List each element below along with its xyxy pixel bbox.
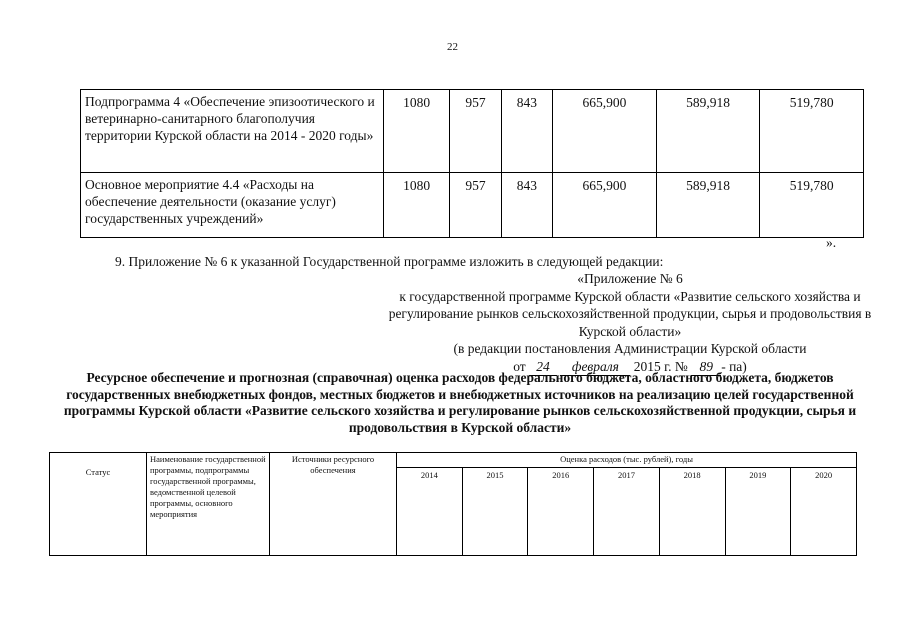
header-row <box>50 453 857 468</box>
year-header: 2014 <box>397 467 463 555</box>
table-row <box>81 90 864 173</box>
cell-value: 1080 <box>384 173 450 238</box>
expense-estimate-header: Оценка расходов (тыс. рублей), годы <box>397 453 857 468</box>
cell-value: 843 <box>501 90 552 173</box>
cell-value: 519,780 <box>760 90 864 173</box>
row-name-measure-4-4: Основное мероприятие 4.4 «Расходы на обеспечение деятельности (оказание услуг) государственных учреждений» <box>81 173 384 238</box>
appendix-program-reference: к государственной программе Курской области «Развитие сельского хозяйства и регулирование рынков сельскохозяйственной продукции, сырья и продовольствия в Курской области» <box>388 288 872 339</box>
status-header: Статус <box>50 453 147 556</box>
resource-table-header <box>49 452 857 556</box>
section-heading: Ресурсное обеспечение и прогнозная (справочная) оценка расходов федерального бюджета, областного бюджета, бюджетов государственных внебюджетных фондов, местных бюджетов и внебюджетных источников на реализацию целей государственной программы Курской области «Развитие сельского хозяйства и регулирование рынков сельскохозяйственной продукции, сырья и продовольствия в Курской области» <box>63 370 857 435</box>
row-name-subprogram-4: Подпрограмма 4 «Обеспечение эпизоотического и ветеринарно-санитарного благополучия территории Курской области на 2014 - 2020 годы» <box>81 90 384 173</box>
date-year: 2015 г. № <box>633 358 688 374</box>
closing-quote-mark: ». <box>826 235 837 250</box>
appendix-title: «Приложение № 6 <box>577 271 683 286</box>
cell-value: 957 <box>450 173 501 238</box>
date-prefix: от <box>513 358 526 374</box>
item-9-paragraph: 9. Приложение № 6 к указанной Государственной программе изложить в следующей редакции: <box>115 254 664 269</box>
cell-value: 519,780 <box>760 173 864 238</box>
date-month: февраля <box>560 358 630 377</box>
cell-value: 1080 <box>384 90 450 173</box>
year-header: 2016 <box>528 467 594 555</box>
decree-number: 89 <box>691 358 721 377</box>
resource-source-header: Источники ресурсного обеспечения <box>270 453 397 556</box>
appendix-edition-note: (в редакции постановления Администрации Курской области <box>453 341 807 356</box>
year-header: 2017 <box>594 467 660 555</box>
year-header: 2018 <box>659 467 725 555</box>
year-header: 2020 <box>791 467 857 555</box>
cell-value: 665,900 <box>553 173 657 238</box>
appendix-caption <box>380 270 880 376</box>
date-day: 24 <box>529 358 557 377</box>
table-row <box>81 173 864 238</box>
cell-value: 843 <box>501 173 552 238</box>
cell-value: 665,900 <box>553 90 657 173</box>
cell-value: 957 <box>450 90 501 173</box>
program-name-header: Наименование государственной программы, подпрограммы государственной программы, ведомственной целевой программы, основного мероприятия <box>147 453 270 556</box>
cell-value: 589,918 <box>656 173 760 238</box>
cell-value: 589,918 <box>656 90 760 173</box>
year-header: 2015 <box>462 467 528 555</box>
page-number: 22 <box>447 41 458 53</box>
expenses-table-continuation <box>80 89 864 238</box>
year-header: 2019 <box>725 467 791 555</box>
date-suffix: - па) <box>721 358 747 374</box>
